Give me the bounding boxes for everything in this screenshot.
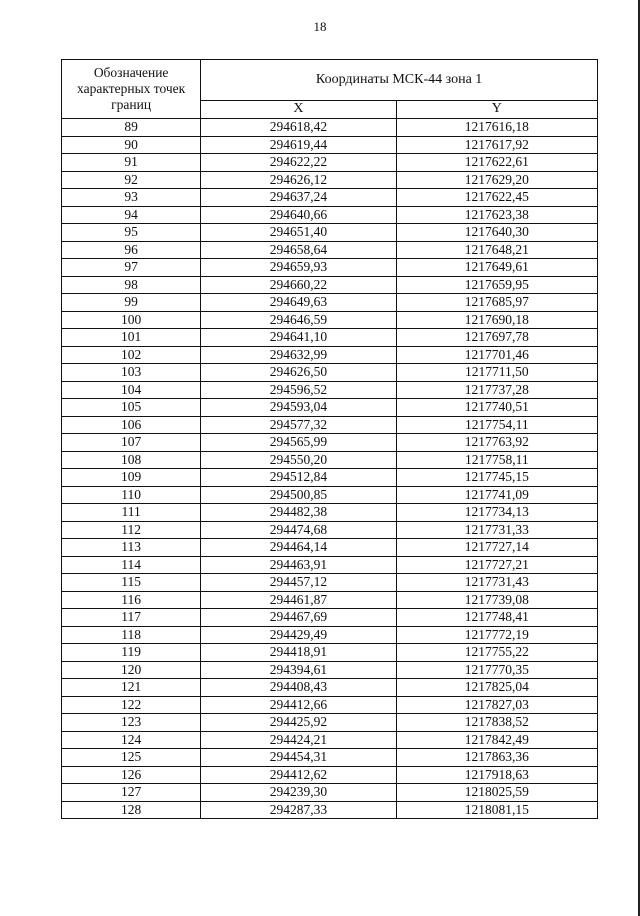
table-row — [62, 364, 598, 382]
point-number-cell: 111 — [62, 504, 201, 522]
x-coordinate-cell: 294467,69 — [201, 609, 396, 627]
point-number-cell: 126 — [62, 766, 201, 784]
x-coordinate-cell: 294637,24 — [201, 189, 396, 207]
page-number: 18 — [313, 19, 327, 34]
table-row — [62, 329, 598, 347]
y-coordinate-cell: 1217617,92 — [396, 136, 597, 154]
y-coordinate-cell: 1217737,28 — [396, 381, 597, 399]
y-coordinate-cell: 1218025,59 — [396, 784, 597, 802]
x-coordinate-cell: 294596,52 — [201, 381, 396, 399]
x-coordinate-cell: 294641,10 — [201, 329, 396, 347]
y-coordinate-cell: 1217741,09 — [396, 486, 597, 504]
table-row — [62, 521, 598, 539]
table-row — [62, 504, 598, 522]
table-row — [62, 714, 598, 732]
table-row — [62, 591, 598, 609]
y-coordinate-cell: 1217740,51 — [396, 399, 597, 417]
point-number-cell: 108 — [62, 451, 201, 469]
y-coordinate-cell: 1217842,49 — [396, 731, 597, 749]
y-coordinate-cell: 1217770,35 — [396, 661, 597, 679]
points-column-header: Обозначение характерных точек границ — [62, 60, 201, 119]
x-coordinate-cell: 294239,30 — [201, 784, 396, 802]
x-coordinate-cell: 294577,32 — [201, 416, 396, 434]
coordinate-system-header: Координаты МСК-44 зона 1 — [201, 60, 598, 101]
y-coordinate-cell: 1217701,46 — [396, 346, 597, 364]
x-coordinate-cell: 294622,22 — [201, 154, 396, 172]
point-number-cell: 106 — [62, 416, 201, 434]
table-row — [62, 241, 598, 259]
point-number-cell: 104 — [62, 381, 201, 399]
x-coordinate-cell: 294464,14 — [201, 539, 396, 557]
table-row — [62, 661, 598, 679]
point-number-cell: 91 — [62, 154, 201, 172]
point-number-cell: 94 — [62, 206, 201, 224]
point-number-cell: 113 — [62, 539, 201, 557]
table-row — [62, 451, 598, 469]
x-coordinate-cell: 294660,22 — [201, 276, 396, 294]
point-number-cell: 127 — [62, 784, 201, 802]
x-coordinate-cell: 294550,20 — [201, 451, 396, 469]
y-coordinate-cell: 1218081,15 — [396, 801, 597, 819]
y-coordinate-cell: 1217758,11 — [396, 451, 597, 469]
y-coordinate-cell: 1217748,41 — [396, 609, 597, 627]
point-number-cell: 122 — [62, 696, 201, 714]
y-coordinate-cell: 1217640,30 — [396, 224, 597, 242]
x-coordinate-cell: 294287,33 — [201, 801, 396, 819]
table-row — [62, 259, 598, 277]
point-number-cell: 112 — [62, 521, 201, 539]
point-number-cell: 118 — [62, 626, 201, 644]
point-number-cell: 128 — [62, 801, 201, 819]
y-coordinate-cell: 1217659,95 — [396, 276, 597, 294]
table-row — [62, 609, 598, 627]
y-coordinate-cell: 1217648,21 — [396, 241, 597, 259]
table-row — [62, 206, 598, 224]
point-number-cell: 119 — [62, 644, 201, 662]
point-number-cell: 103 — [62, 364, 201, 382]
table-row — [62, 276, 598, 294]
point-number-cell: 99 — [62, 294, 201, 312]
table-row — [62, 784, 598, 802]
x-coordinate-cell: 294500,85 — [201, 486, 396, 504]
point-number-cell: 124 — [62, 731, 201, 749]
y-coordinate-cell: 1217731,33 — [396, 521, 597, 539]
table-row — [62, 346, 598, 364]
x-coordinate-cell: 294619,44 — [201, 136, 396, 154]
y-coordinate-cell: 1217685,97 — [396, 294, 597, 312]
x-coordinate-cell: 294457,12 — [201, 574, 396, 592]
x-coordinate-cell: 294429,49 — [201, 626, 396, 644]
x-coordinate-cell: 294424,21 — [201, 731, 396, 749]
table-row — [62, 294, 598, 312]
y-coordinate-cell: 1217745,15 — [396, 469, 597, 487]
x-coordinate-cell: 294474,68 — [201, 521, 396, 539]
x-coordinate-cell: 294408,43 — [201, 679, 396, 697]
table-row — [62, 626, 598, 644]
table-row — [62, 416, 598, 434]
table-row — [62, 399, 598, 417]
point-number-cell: 93 — [62, 189, 201, 207]
point-number-cell: 109 — [62, 469, 201, 487]
point-number-cell: 120 — [62, 661, 201, 679]
point-number-cell: 105 — [62, 399, 201, 417]
table-row — [62, 766, 598, 784]
y-coordinate-cell: 1217763,92 — [396, 434, 597, 452]
y-coordinate-cell: 1217827,03 — [396, 696, 597, 714]
x-coordinate-cell: 294618,42 — [201, 119, 396, 137]
point-number-cell: 97 — [62, 259, 201, 277]
table-row — [62, 189, 598, 207]
x-coordinate-cell: 294461,87 — [201, 591, 396, 609]
table-body — [62, 119, 598, 819]
y-coordinate-cell: 1217863,36 — [396, 749, 597, 767]
x-coordinate-cell: 294646,59 — [201, 311, 396, 329]
point-number-cell: 101 — [62, 329, 201, 347]
x-coordinate-cell: 294512,84 — [201, 469, 396, 487]
x-coordinate-cell: 294425,92 — [201, 714, 396, 732]
x-coordinate-cell: 294632,99 — [201, 346, 396, 364]
table-row — [62, 486, 598, 504]
x-coordinate-cell: 294651,40 — [201, 224, 396, 242]
point-number-cell: 115 — [62, 574, 201, 592]
y-coordinate-cell: 1217697,78 — [396, 329, 597, 347]
table-row — [62, 801, 598, 819]
y-coordinate-cell: 1217825,04 — [396, 679, 597, 697]
x-coordinate-cell: 294412,62 — [201, 766, 396, 784]
y-coordinate-cell: 1217649,61 — [396, 259, 597, 277]
x-column-header: X — [201, 100, 396, 118]
x-coordinate-cell: 294454,31 — [201, 749, 396, 767]
y-coordinate-cell: 1217616,18 — [396, 119, 597, 137]
point-number-cell: 89 — [62, 119, 201, 137]
x-coordinate-cell: 294659,93 — [201, 259, 396, 277]
point-number-cell: 90 — [62, 136, 201, 154]
x-coordinate-cell: 294658,64 — [201, 241, 396, 259]
x-coordinate-cell: 294394,61 — [201, 661, 396, 679]
y-coordinate-cell: 1217755,22 — [396, 644, 597, 662]
table-row — [62, 224, 598, 242]
y-column-header: Y — [396, 100, 597, 118]
table-row — [62, 154, 598, 172]
y-coordinate-cell: 1217918,63 — [396, 766, 597, 784]
point-number-cell: 121 — [62, 679, 201, 697]
coordinates-table — [61, 59, 598, 819]
point-number-cell: 107 — [62, 434, 201, 452]
x-coordinate-cell: 294649,63 — [201, 294, 396, 312]
y-coordinate-cell: 1217727,14 — [396, 539, 597, 557]
table-row — [62, 731, 598, 749]
x-coordinate-cell: 294626,50 — [201, 364, 396, 382]
y-coordinate-cell: 1217727,21 — [396, 556, 597, 574]
point-number-cell: 116 — [62, 591, 201, 609]
table-row — [62, 556, 598, 574]
point-number-cell: 98 — [62, 276, 201, 294]
point-number-cell: 102 — [62, 346, 201, 364]
y-coordinate-cell: 1217739,08 — [396, 591, 597, 609]
y-coordinate-cell: 1217711,50 — [396, 364, 597, 382]
table-row — [62, 749, 598, 767]
table-row — [62, 119, 598, 137]
table-row — [62, 539, 598, 557]
y-coordinate-cell: 1217622,45 — [396, 189, 597, 207]
x-coordinate-cell: 294482,38 — [201, 504, 396, 522]
point-number-cell: 100 — [62, 311, 201, 329]
x-coordinate-cell: 294626,12 — [201, 171, 396, 189]
x-coordinate-cell: 294640,66 — [201, 206, 396, 224]
x-coordinate-cell: 294565,99 — [201, 434, 396, 452]
x-coordinate-cell: 294412,66 — [201, 696, 396, 714]
point-number-cell: 117 — [62, 609, 201, 627]
point-number-cell: 95 — [62, 224, 201, 242]
table-row — [62, 434, 598, 452]
table-row — [62, 311, 598, 329]
y-coordinate-cell: 1217629,20 — [396, 171, 597, 189]
table-row — [62, 469, 598, 487]
y-coordinate-cell: 1217622,61 — [396, 154, 597, 172]
x-coordinate-cell: 294418,91 — [201, 644, 396, 662]
y-coordinate-cell: 1217734,13 — [396, 504, 597, 522]
y-coordinate-cell: 1217754,11 — [396, 416, 597, 434]
x-coordinate-cell: 294463,91 — [201, 556, 396, 574]
table-row — [62, 679, 598, 697]
table-row — [62, 171, 598, 189]
y-coordinate-cell: 1217772,19 — [396, 626, 597, 644]
y-coordinate-cell: 1217838,52 — [396, 714, 597, 732]
y-coordinate-cell: 1217690,18 — [396, 311, 597, 329]
point-number-cell: 96 — [62, 241, 201, 259]
point-number-cell: 123 — [62, 714, 201, 732]
point-number-cell: 110 — [62, 486, 201, 504]
x-coordinate-cell: 294593,04 — [201, 399, 396, 417]
table-row — [62, 136, 598, 154]
y-coordinate-cell: 1217623,38 — [396, 206, 597, 224]
table-row — [62, 696, 598, 714]
table-row — [62, 381, 598, 399]
point-number-cell: 92 — [62, 171, 201, 189]
table-row — [62, 574, 598, 592]
point-number-cell: 114 — [62, 556, 201, 574]
y-coordinate-cell: 1217731,43 — [396, 574, 597, 592]
point-number-cell: 125 — [62, 749, 201, 767]
table-row — [62, 644, 598, 662]
